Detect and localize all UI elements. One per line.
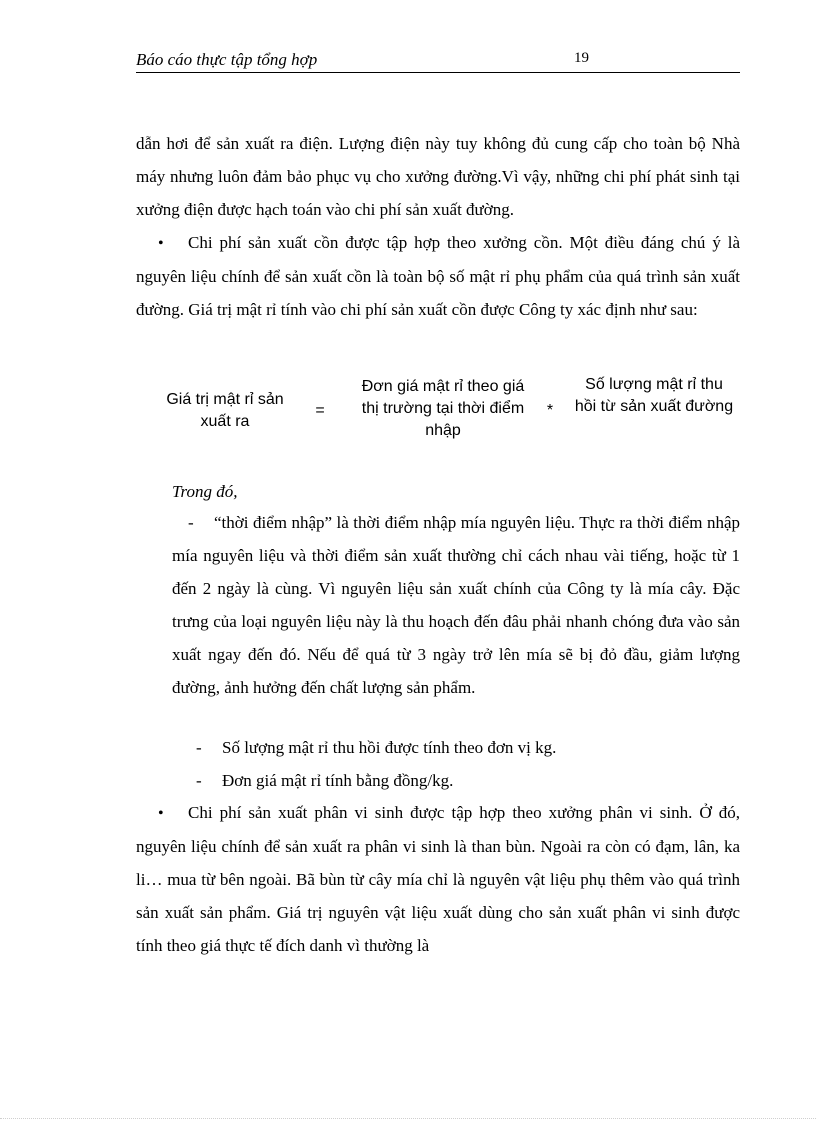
bullet-paragraph-1 (136, 226, 740, 326)
trong-do-label: Trong đó, (172, 482, 238, 501)
header-title: Báo cáo thực tập tổng hợp (136, 50, 318, 69)
page-number: 19 (574, 50, 589, 66)
page-bottom-divider (0, 1118, 816, 1119)
dash-item-1-text: “thời điểm nhập” là thời điểm nhập mía nguyên liệu. Thực ra thời điểm nhập mía nguyên liệu và thời điểm sản xuất thường chỉ cách nhau vài tiếng, hoặc từ 1 đến 2 ngày là cùng. Vì nguyên liệu sản xuất chính của Công ty là mía cây. Đặc trưng của loại nguyên liệu này là thu hoạch đến đâu phải nhanh chóng đưa vào sản xuất ngay đến đó. Nếu để quá từ 3 ngày trở lên mía sẽ bị đỏ đầu, giảm lượng đường, ảnh hưởng đến chất lượng sản phẩm. (172, 513, 740, 697)
bullet-2-text: Chi phí sản xuất phân vi sinh được tập hợp theo xưởng phân vi sinh. Ở đó, nguyên liệu chính để sản xuất ra phân vi sinh là than bùn. Ngoài ra còn có đạm, lân, ka li… mua từ bên ngoài. Bã bùn từ cây mía chỉ là nguyên vật liệu phụ thêm vào quá trình sản xuất sản phẩm. Giá trị nguyên vật liệu xuất dùng cho sản xuất phân vi sinh được tính theo giá thực tế đích danh vì thường là (136, 803, 740, 955)
formula (150, 372, 740, 450)
dash-icon: - (188, 513, 194, 532)
formula-middle-term: Đơn giá mật rỉ theo giá thị trường tại thời điểm nhập (361, 378, 525, 439)
formula-equals: = (315, 402, 325, 419)
bullet-icon: • (158, 235, 164, 252)
paragraph-1: dẫn hơi để sản xuất ra điện. Lượng điện này tuy không đủ cung cấp cho toàn bộ Nhà máy nhưng luôn đảm bảo phục vụ cho xưởng đường.Vì vậy, những chi phí phát sinh tại xưởng điện được hạch toán vào chi phí sản xuất đường. (136, 134, 740, 219)
dash-item-1 (172, 506, 740, 704)
bullet-1-text: Chi phí sản xuất cồn được tập hợp theo xưởng cồn. Một điều đáng chú ý là nguyên liệu chính để sản xuất cồn là toàn bộ số mật rỉ phụ phẩm của quá trình sản xuất đường. Giá trị mật rỉ tính vào chi phí sản xuất cồn được Công ty xác định như sau: (136, 233, 740, 319)
dash-icon: - (196, 738, 202, 757)
dash-item-2 (172, 731, 556, 764)
formula-right-term: Số lượng mật rỉ thu hồi từ sản xuất đường (574, 376, 734, 415)
dash-item-3-text: Đơn giá mật rỉ tính bằng đồng/kg. (222, 771, 454, 790)
dash-item-2-text: Số lượng mật rỉ thu hồi được tính theo đơn vị kg. (222, 738, 557, 757)
formula-left-term: Giá trị mật rỉ sản xuất ra (166, 391, 284, 430)
dash-icon: - (196, 771, 202, 790)
formula-multiply: * (546, 402, 554, 419)
bullet-icon: • (158, 805, 164, 822)
bullet-paragraph-2 (136, 796, 740, 962)
page-header (136, 48, 740, 73)
dash-item-3 (172, 764, 453, 797)
